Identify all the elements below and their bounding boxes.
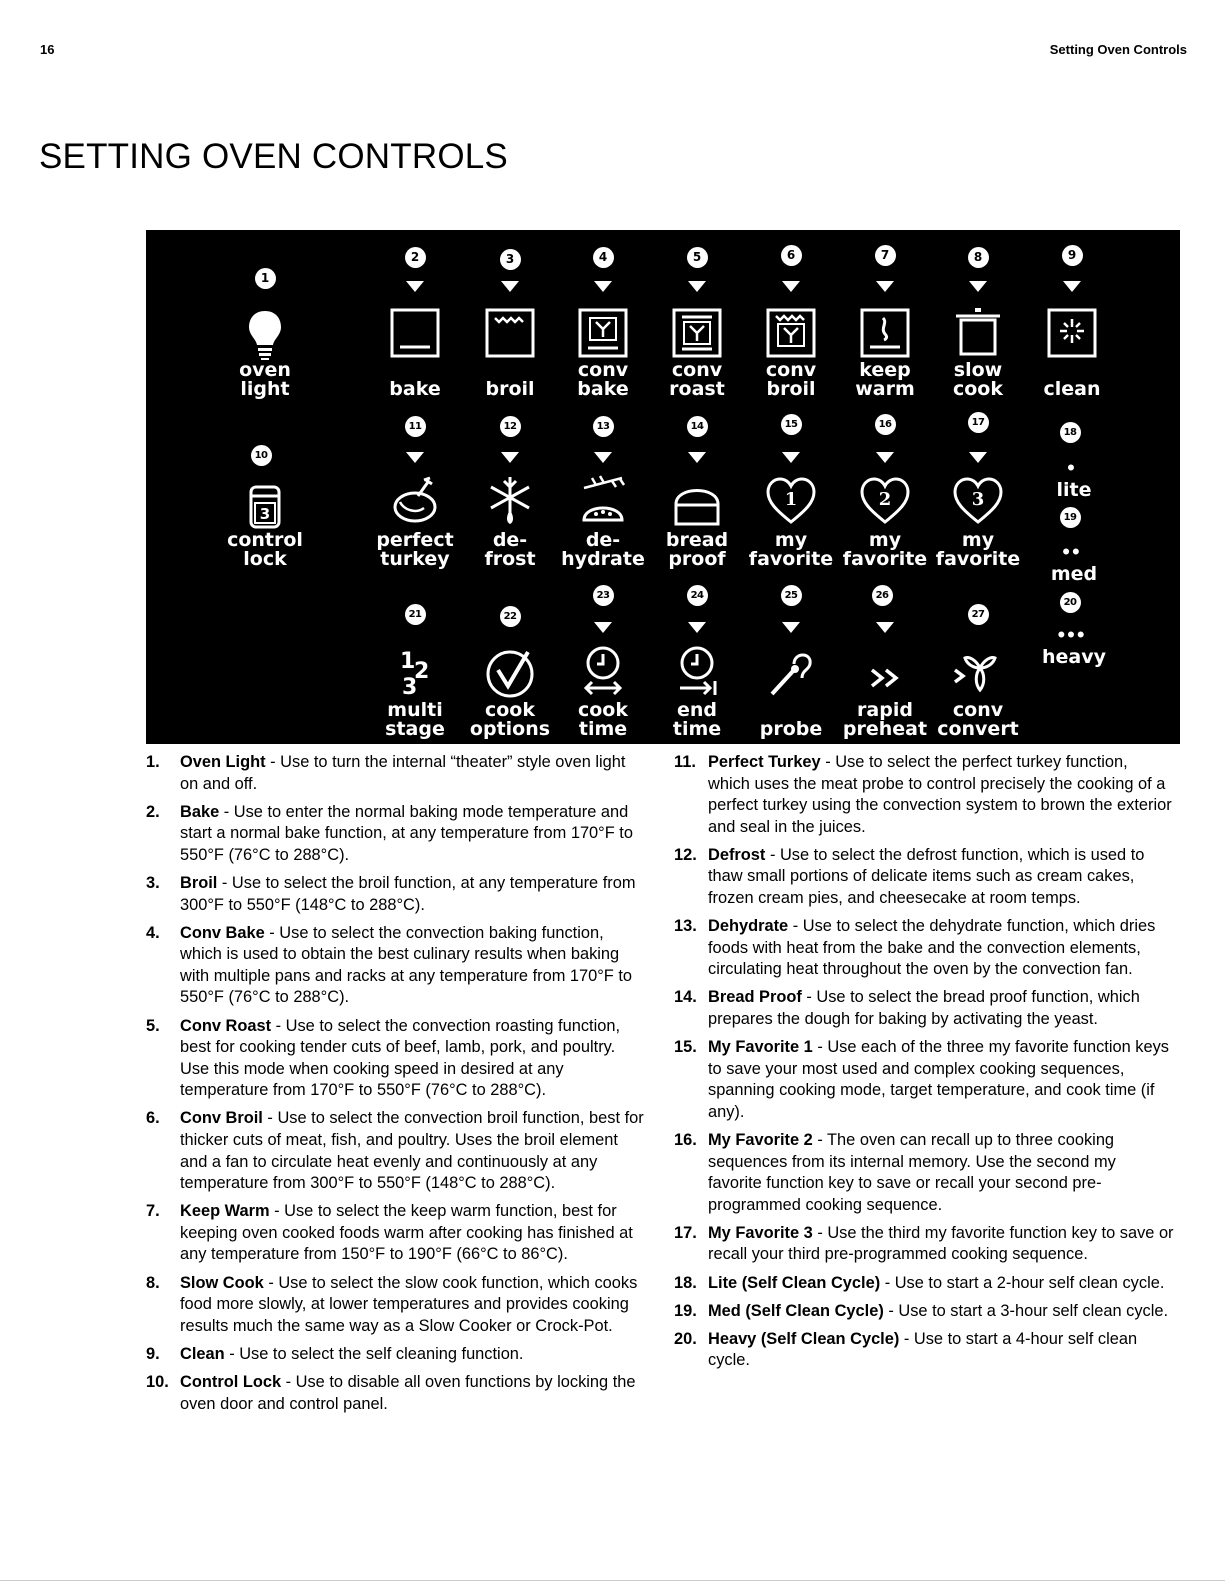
key-label-line1: cook [577, 699, 628, 721]
callout-number: 8 [968, 247, 989, 268]
list-item [146, 1273, 646, 1338]
key-label-line1: conv [952, 699, 1004, 721]
down-arrow-icon [406, 281, 424, 292]
item-title: Conv Bake [180, 923, 265, 942]
callout-number: 24 [687, 585, 708, 606]
item-text: - Use to select the defrost function, which is used to thaw small portions of delicate items such as cream cakes, frozen cream pies, and cheesecake at room temps. [708, 845, 1145, 908]
callout-number: 22 [500, 606, 521, 627]
item-title: Oven Light [180, 753, 266, 771]
svg-text:3: 3 [971, 489, 985, 510]
svg-text:2: 2 [878, 489, 892, 510]
item-text: - Use to enter the normal baking mode temperature and start a normal bake function, at any temperature from 170°F to 550°F (76°C to 288°C). [180, 802, 633, 864]
item-text: - Use each of the three my favorite function keys to save your most used and complex cooking sequences, spanning cooking mode, target temperature, and cook time (if any). [708, 1038, 1169, 1121]
list-item [146, 873, 646, 916]
key-label-line1: rapid [857, 699, 913, 721]
key-label-line1: conv [765, 359, 817, 381]
bread-icon [670, 478, 724, 532]
item-number: 8. [146, 1273, 160, 1292]
self-clean-lite-label: lite [1056, 479, 1092, 501]
item-number: 14. [674, 988, 697, 1007]
key-label: bake [389, 378, 441, 400]
level-dots: •• [1062, 539, 1082, 564]
key-label-line1: de- [492, 529, 528, 551]
probe-icon [764, 648, 818, 702]
key-label-line1: control [227, 529, 303, 551]
item-number: 17. [674, 1223, 697, 1242]
turkey-icon [388, 474, 442, 528]
list-item [146, 1016, 646, 1102]
item-title: Heavy (Self Clean Cycle) [708, 1329, 900, 1348]
svg-text:3: 3 [402, 675, 418, 700]
page-title: SETTING OVEN CONTROLS [39, 137, 508, 176]
callout-number: 15 [781, 414, 802, 435]
conv-bake-icon [576, 306, 630, 360]
key-label-line2: time [578, 718, 628, 740]
key-label: probe [759, 718, 823, 740]
list-item [146, 1372, 646, 1415]
item-number: 7. [146, 1202, 160, 1221]
list-item [146, 923, 646, 1009]
down-arrow-icon [501, 281, 519, 292]
key-label-line1: end [676, 699, 717, 721]
item-title: Defrost [708, 845, 766, 864]
key-label-line1: my [868, 529, 902, 551]
item-text: - Use to select the convection roasting function, best for cooking tender cuts of beef, lamb, pork, and poultry. Use this mode when cooking speed in desired at any temperature from 170°F to 550°F (76°C to 288°C). [180, 1016, 621, 1100]
key-label-line2: favorite [935, 548, 1021, 570]
down-arrow-icon [688, 452, 706, 463]
item-title: Clean [180, 1344, 225, 1363]
clean-icon [1045, 306, 1099, 360]
list-item [674, 752, 1174, 838]
down-arrow-icon [594, 281, 612, 292]
item-text: - Use the third my favorite function key to save or recall your third pre-programmed cooking sequence. [708, 1223, 1174, 1264]
key-label-line1: my [774, 529, 808, 551]
section-header: Setting Oven Controls [1049, 42, 1187, 57]
callout-number: 21 [405, 604, 426, 625]
callout-number: 27 [968, 604, 989, 625]
svg-text:1: 1 [784, 489, 798, 510]
svg-text:2: 2 [414, 659, 430, 684]
self-clean-heavy-label: heavy [1041, 646, 1106, 668]
item-title: My Favorite 3 [708, 1223, 813, 1242]
item-number: 3. [146, 873, 160, 892]
bake-icon [388, 306, 442, 360]
item-number: 1. [146, 753, 160, 771]
callout-number: 5 [687, 247, 708, 268]
item-title: Broil [180, 873, 218, 892]
item-text: - Use to disable all oven functions by locking the oven door and control panel. [180, 1372, 636, 1413]
item-text: - Use to select the slow cook function, which cooks food more slowly, at lower temperatures and provides cooking results much the same way as a Slow Cooker or Crock-Pot. [180, 1273, 638, 1335]
list-item [146, 1344, 646, 1366]
callout-number: 16 [875, 414, 896, 435]
callout-number: 1 [255, 268, 276, 289]
key-label-line1: keep [859, 359, 911, 381]
callout-number: 25 [781, 585, 802, 606]
item-title: My Favorite 1 [708, 1038, 813, 1057]
item-text: - Use to start a 3-hour self clean cycle. [883, 1301, 1169, 1320]
list-item [146, 802, 646, 867]
item-text: - Use to select the perfect turkey function, which uses the meat probe to control precisely the cooking of a perfect turkey using the convection system to brown the exterior and seal in the juices. [708, 753, 1172, 836]
item-title: Slow Cook [180, 1273, 264, 1292]
heart-1-icon [764, 474, 818, 528]
item-text: - Use to start a 2-hour self clean cycle. [880, 1273, 1165, 1292]
item-text: - Use to select the convection broil function, best for thicker cuts of meat, fish, and poultry. Uses the broil element and a fan to circulate heat evenly and continuously at any temperature from 300°F to 550°F (148°C to 288°C). [180, 1109, 644, 1193]
item-text: - Use to select the convection baking function, which is used to obtain the best culinary results when baking with multiple pans and racks at any temperature from 170°F to 550°F (76°C to 288°C). [180, 923, 633, 1007]
descriptions-left [146, 752, 646, 1422]
item-number: 13. [674, 917, 697, 936]
down-arrow-icon [594, 452, 612, 463]
down-arrow-icon [688, 622, 706, 633]
item-title: Conv Roast [180, 1016, 272, 1035]
callout-number: 4 [593, 247, 614, 268]
down-arrow-icon [876, 281, 894, 292]
callout-number: 18 [1060, 422, 1081, 443]
key-label-line1: cook [484, 699, 535, 721]
svg-text:1: 1 [400, 649, 416, 674]
item-number: 20. [674, 1329, 697, 1348]
callout-number: 23 [593, 585, 614, 606]
item-title: Lite (Self Clean Cycle) [708, 1273, 881, 1292]
key-label-line1: multi [387, 699, 443, 721]
down-arrow-icon [782, 281, 800, 292]
down-arrow-icon [782, 622, 800, 633]
list-item [674, 1223, 1174, 1266]
item-text: - Use to select the dehydrate function, which dries foods with heat from the bake and the convection elements, circulating heat throughout the oven by the convection fan. [708, 917, 1156, 979]
item-title: Bake [180, 802, 220, 821]
cook-time-icon [576, 644, 630, 698]
list-item [674, 1301, 1174, 1323]
key-label-line1: bread [665, 529, 729, 551]
key-label-line2: convert [937, 718, 1019, 740]
item-title: Keep Warm [180, 1202, 270, 1221]
callout-number: 9 [1062, 245, 1083, 266]
conv-broil-icon [764, 306, 818, 360]
key-label-line1: my [961, 529, 995, 551]
key-label-line2: cook [952, 378, 1003, 400]
down-arrow-icon [782, 452, 800, 463]
key-label-line1: perfect [376, 529, 454, 551]
callout-number: 7 [875, 245, 896, 266]
down-arrow-icon [969, 281, 987, 292]
item-title: My Favorite 2 [708, 1131, 813, 1149]
slow-cook-icon [951, 306, 1005, 360]
key-label-line2: preheat [842, 718, 928, 740]
item-title: Dehydrate [708, 917, 789, 936]
key-label-line1: de- [585, 529, 621, 551]
control-panel-diagram [146, 230, 1180, 744]
key-label-line1: slow [953, 359, 1003, 381]
descriptions-right [674, 752, 1174, 1378]
item-text: - Use to select the broil function, at any temperature from 300°F to 550°F (148°C to 288°C). [180, 873, 636, 914]
callout-number: 2 [405, 247, 426, 268]
key-label-line2: favorite [748, 548, 834, 570]
down-arrow-icon [406, 452, 424, 463]
key-label-line2: favorite [842, 548, 928, 570]
callout-number: 19 [1060, 507, 1081, 528]
list-item [146, 1201, 646, 1266]
item-title: Med (Self Clean Cycle) [708, 1301, 884, 1320]
key-label-line2: bake [577, 378, 629, 400]
list-item [674, 1130, 1174, 1216]
item-text: - Use to turn the internal “theater” style oven light on and off. [180, 753, 626, 793]
page-bottom-rule [0, 1580, 1225, 1581]
item-number: 16. [674, 1131, 697, 1149]
item-number: 15. [674, 1038, 697, 1057]
level-dots: ••• [1057, 622, 1087, 647]
item-number: 12. [674, 845, 697, 864]
item-number: 9. [146, 1344, 160, 1363]
item-number: 5. [146, 1016, 160, 1035]
snowflake-icon [483, 474, 537, 528]
callout-number: 20 [1060, 592, 1081, 613]
key-label-line2: warm [855, 378, 915, 400]
key-label: clean [1043, 378, 1101, 400]
callout-number: 6 [781, 245, 802, 266]
key-label-line2: frost [484, 548, 536, 570]
control-lock-icon [238, 481, 292, 535]
key-label-line2: proof [668, 548, 726, 570]
svg-text:3: 3 [259, 505, 271, 523]
callout-number: 10 [251, 445, 272, 466]
item-number: 11. [674, 753, 696, 771]
key-label-line2: stage [385, 718, 445, 740]
list-item [146, 1108, 646, 1194]
dehydrate-icon [576, 474, 630, 528]
conv-roast-icon [670, 306, 724, 360]
down-arrow-icon [876, 452, 894, 463]
multi-stage-icon [388, 646, 442, 700]
down-arrow-icon [688, 281, 706, 292]
list-item [674, 1329, 1174, 1372]
list-item [674, 1037, 1174, 1123]
key-label-line2: turkey [380, 548, 450, 570]
list-item [674, 1273, 1174, 1295]
callout-number: 12 [500, 416, 521, 437]
page-number: 16 [40, 42, 55, 57]
end-time-icon [670, 644, 724, 698]
down-arrow-icon [969, 452, 987, 463]
callout-number: 13 [593, 416, 614, 437]
bulb-icon [238, 308, 292, 362]
down-arrow-icon [1063, 281, 1081, 292]
item-title: Control Lock [180, 1372, 282, 1391]
callout-number: 26 [872, 585, 893, 606]
item-number: 19. [674, 1301, 697, 1320]
callout-number: 17 [968, 412, 989, 433]
item-text: - The oven can recall up to three cooking sequences from its internal memory. Use the second my favorite function key to save or recall your second pre-programmed cooking sequence. [708, 1131, 1116, 1214]
level-dots: • [1067, 455, 1077, 480]
callout-number: 11 [405, 416, 426, 437]
list-item [146, 752, 646, 795]
item-number: 4. [146, 923, 160, 942]
callout-number: 14 [687, 416, 708, 437]
self-clean-med-label: med [1050, 563, 1098, 585]
conv-convert-icon [951, 644, 1005, 698]
list-item [674, 845, 1174, 910]
key-label-line2: broil [766, 378, 816, 400]
callout-number: 3 [500, 249, 521, 270]
down-arrow-icon [876, 622, 894, 633]
down-arrow-icon [594, 622, 612, 633]
key-label-line2: lock [243, 548, 287, 570]
key-label: broil [485, 378, 535, 400]
key-label-line2: roast [669, 378, 725, 400]
item-number: 2. [146, 802, 160, 821]
heart-3-icon [951, 474, 1005, 528]
item-number: 6. [146, 1109, 160, 1128]
key-label-line2: options [469, 718, 551, 740]
heart-2-icon [858, 474, 912, 528]
item-title: Bread Proof [708, 988, 802, 1007]
item-number: 18. [674, 1273, 697, 1292]
key-label-line1: conv [577, 359, 629, 381]
item-text: - Use to start a 4-hour self clean cycle. [708, 1329, 1138, 1370]
key-label-line1: conv [671, 359, 723, 381]
key-label-line2: hydrate [561, 548, 645, 570]
key-label-line2: time [672, 718, 722, 740]
item-title: Perfect Turkey [708, 753, 821, 771]
item-number: 10. [146, 1372, 169, 1391]
down-arrow-icon [501, 452, 519, 463]
rapid-preheat-icon [858, 648, 912, 702]
list-item [674, 916, 1174, 981]
item-text: - Use to select the self cleaning function. [224, 1344, 524, 1363]
item-title: Conv Broil [180, 1109, 263, 1128]
item-text: - Use to select the keep warm function, best for keeping oven cooked foods warm after cooking has finished at any temperature from 150°F to 190°F (66°C to 86°C). [180, 1202, 633, 1264]
list-item [674, 987, 1174, 1030]
item-text: - Use to select the bread proof function, which prepares the dough for baking by activating the yeast. [708, 988, 1140, 1029]
key-label-line1: oven [239, 359, 291, 381]
keep-warm-icon [858, 306, 912, 360]
broil-icon [483, 306, 537, 360]
cook-options-icon [483, 646, 537, 700]
key-label-line2: light [240, 378, 290, 400]
